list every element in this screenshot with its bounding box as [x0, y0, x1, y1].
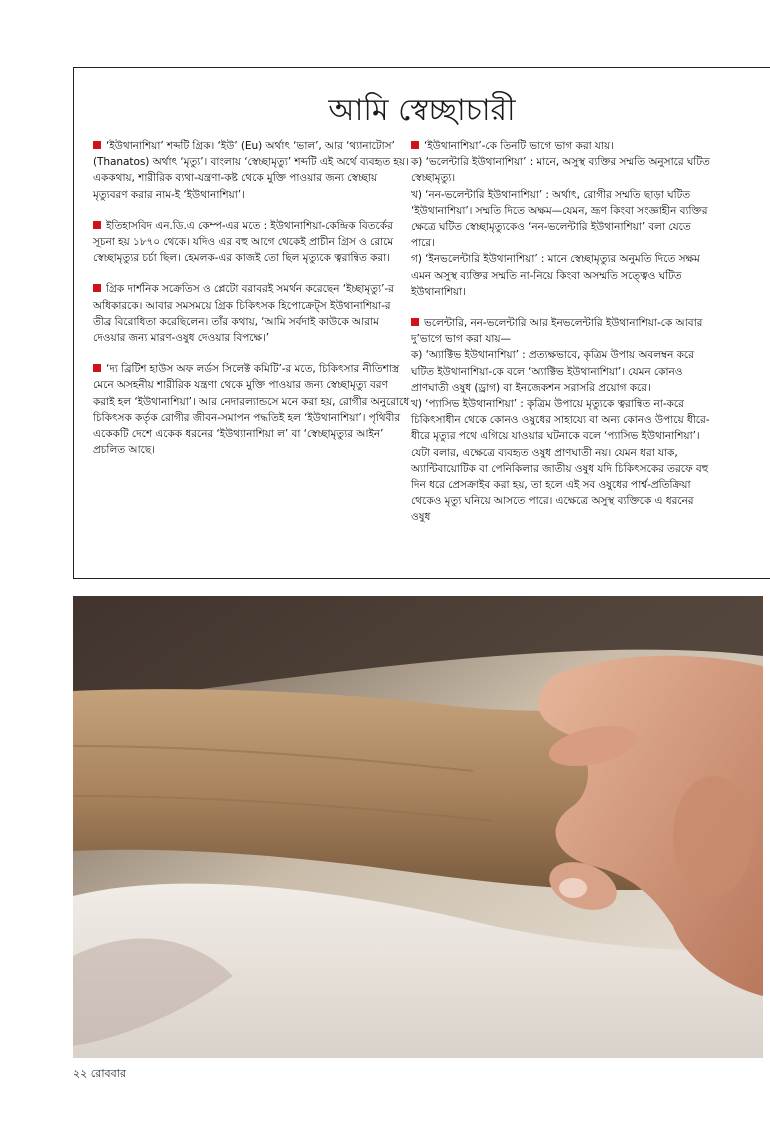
paragraph-history: ইতিহাসবিদ এন.ডি.এ কেম্প-এর মতে : ইউথানাশিয়া-কেন্দ্রিক বিতর্কের সূচনা হয় ১৮৭০ থেকে। যদিও এর বহু আগে থেকেই প্রাচীন গ্রিস ও রোমে স্বেচ্ছামৃত্যুর চর্চা ছিল। হেমলক-এর কাজই তো ছিল মৃত্যুকে ত্বরান্বিত করা।	[93, 219, 394, 265]
type-passive: খ) ‘প্যাসিভ ইউথানাশিয়া’ : কৃত্রিম উপায়ে মৃত্যুকে ত্বরান্বিত না-করে চিকিৎসাধীন থেকে কোনও ওষুধের সাহায্যে বা অন্য কোনও উপায়ে ধীরে-ধীরে মৃত্যুর পথে এগিয়ে যাওয়ার ঘটনাকে বলে ‘প্যাসিভ ইউথানাশিয়া’। যেটা বলার, এক্ষেত্রে ব্যবহৃত ওষুধ প্রাণঘাতী নয়। যেমন ধরা যাক, অ্যান্টিবায়োটিক বা পেনিকিলার জাতীয় ওষুধ যদি চিকিৎসকের তরফে বহু দিন ধরে প্রেসক্রাইব করা হয়, তা হলে এই সব ওষুধের পার্শ্ব-প্রতিক্রিয়া থেকেও মৃত্যু ঘনিয়ে আসতে পারে। এক্ষেত্রে অসুস্থ ব্যক্তিকে এ ধরনের ওষুধ	[411, 398, 710, 524]
right-column	[411, 138, 711, 541]
type-involuntary: গ) ‘ইনভলেন্টারি ইউথানাশিয়া’ : মানে স্বেচ্ছামৃত্যুর অনুমতি দিতে সক্ষম এমন অসুস্থ ব্যক্তির সম্মতি না-নিয়ে কিংবা অসম্মতি সত্ত্বেও ঘটিত ইউথানাশিয়া।	[411, 253, 700, 298]
article-title: আমি স্বেচ্ছাচারী	[328, 93, 516, 128]
type-non-voluntary: খ) ‘নন-ভলেন্টারি ইউথানাশিয়া’ : অর্থাৎ, রোগীর সম্মতি ছাড়া ঘটিত ‘ইউথানাশিয়া’। সম্মতি দিতে অক্ষম—যেমন, ভ্রূণ কিংবা সংজ্ঞাহীন ব্যক্তির ক্ষেত্রে ঘটিত স্বেচ্ছামৃত্যুকেও ‘নন-ভলেন্টারি ইউথানাশিয়া’ বলা যেতে পারে।	[411, 188, 708, 250]
paragraph-active-passive: ভলেন্টারি, নন-ভলেন্টারি আর ইনভলেন্টারি ইউথানাশিয়া-কে আবার দু’ভাগে ভাগ করা যায়— ক) ‘অ্যাক্টিভ ইউথানাশিয়া’ : প্রত্যক্ষভাবে, কৃত্রিম উপায় অবলম্বন করে ঘটিত ইউথানাশিয়া-কে বলে ‘অ্যাক্টিভ ইউথানাশিয়া’। যেমন কোনও প্রাণঘাতী ওষুধ (ড্রাগ) বা ইনজেকশন সরাসরি প্রয়োগ করে। খ) ‘প্যাসিভ ইউথানাশিয়া’ : কৃত্রিম উপায়ে মৃত্যুকে ত্বরান্বিত না-করে চিকিৎসাধীন থেকে কোনও ওষুধের সাহায্যে বা অন্য কোনও উপায়ে ধীরে-ধীরে মৃত্যুর পথে এগিয়ে যাওয়ার ঘটনাকে বলে ‘প্যাসিভ ইউথানাশিয়া’। যেটা বলার, এক্ষেত্রে ব্যবহৃত ওষুধ প্রাণঘাতী নয়। যেমন ধরা যাক, অ্যান্টিবায়োটিক বা পেনিকিলার জাতীয় ওষুধ যদি চিকিৎসকের তরফে বহু দিন ধরে প্রেসক্রাইব করা হয়, তা হলে এই সব ওষুধের পার্শ্ব-প্রতিক্রিয়া থেকেও মৃত্যু ঘনিয়ে আসতে পারে। এক্ষেত্রে অসুস্থ ব্যক্তিকে এ ধরনের ওষুধ	[411, 315, 711, 526]
bullet-icon	[93, 141, 101, 149]
bullet-icon	[93, 284, 101, 292]
article-box	[73, 67, 770, 579]
bullet-icon	[93, 364, 101, 372]
photo-hand-holding-paw	[73, 596, 763, 1058]
type-active: ক) ‘অ্যাক্টিভ ইউথানাশিয়া’ : প্রত্যক্ষভাবে, কৃত্রিম উপায় অবলম্বন করে ঘটিত ইউথানাশিয়া-কে বলে ‘অ্যাক্টিভ ইউথানাশিয়া’। যেমন কোনও প্রাণঘাতী ওষুধ (ড্রাগ) বা ইনজেকশন সরাসরি প্রয়োগ করে।	[411, 349, 694, 394]
page-footer: ২২ রোববার	[73, 1067, 126, 1080]
paragraph-three-types: ‘ইউথানাশিয়া’-কে তিনটি ভাগে ভাগ করা যায়। ক) ‘ভলেন্টারি ইউথানাশিয়া’ : মানে, অসুস্থ ব্যক্তির সম্মতি অনুসারে ঘটিত স্বেচ্ছামৃত্যু। খ) ‘নন-ভলেন্টারি ইউথানাশিয়া’ : অর্থাৎ, রোগীর সম্মতি ছাড়া ঘটিত ‘ইউথানাশিয়া’। সম্মতি দিতে অক্ষম—যেমন, ভ্রূণ কিংবা সংজ্ঞাহীন ব্যক্তির ক্ষেত্রে ঘটিত স্বেচ্ছামৃত্যুকেও ‘নন-ভলেন্টারি ইউথানাশিয়া’ বলা যেতে পারে। গ) ‘ইনভলেন্টারি ইউথানাশিয়া’ : মানে স্বেচ্ছামৃত্যুর অনুমতি দিতে সক্ষম এমন অসুস্থ ব্যক্তির সম্মতি না-নিয়ে কিংবা অসম্মতি সত্ত্বেও ঘটিত ইউথানাশিয়া।	[411, 138, 711, 300]
paragraph-etymology: ‘ইউথানাশিয়া’ শব্দটি গ্রিক। ‘ইউ’ (Eu) অর্থাৎ ‘ভাল’, আর ‘থ্যানাটোস’ (Thanatos) অর্থাৎ ‘মৃত্যু’। বাংলায় ‘স্বেচ্ছামৃত্যু’ শব্দটি এই অর্থে ব্যবহৃত হয়। এককথায়, শারীরিক ব্যথা-যন্ত্রণা-কষ্ট থেকে মুক্তি পাওয়ার জন্য স্বেচ্ছায় মৃত্যুবরণ করার নাম-ই ‘ইউথানাশিয়া’।	[93, 140, 409, 201]
bullet-icon	[411, 141, 419, 149]
bullet-icon	[93, 221, 101, 229]
type-voluntary: ক) ‘ভলেন্টারি ইউথানাশিয়া’ : মানে, অসুস্থ ব্যক্তির সম্মতি অনুসারে ঘটিত স্বেচ্ছামৃত্যু।	[411, 156, 710, 185]
paragraph-british-committee: ‘দ্য ব্রিটিশ হাউস অফ লর্ডস সিলেক্ট কমিটি’-র মতে, চিকিৎসার নীতিশাস্ত্র মেনে অসহনীয় শারীরিক যন্ত্রণা থেকে মুক্তি পাওয়ার জন্য স্বেচ্ছামৃত্যু বরণ করাই হল ‘ইউথানাশিয়া’। আর নেদারল্যান্ডসে মনে করা হয়, রোগীর অনুরোধে চিকিৎসক কর্তৃক রোগীর জীবন-সমাপন পদ্ধতিই হল ‘ইউথানাশিয়া’। পৃথিবীর একেকটি দেশে একেক ধরনের ‘ইউথ্যানাশিয়া ল’ বা ‘স্বেচ্ছামৃত্যুর আইন’ প্রচলিত আছে।	[93, 363, 410, 457]
bullet-icon	[411, 318, 419, 326]
photo-illustration	[73, 596, 763, 1058]
paragraph-greek-philosophers: গ্রিক দার্শনিক সক্রেতিস ও প্লেটো বরাবরই সমর্থন করেছেন ‘ইচ্ছামৃত্যু’-র অধিকারকে। আবার সমসময়ে গ্রিক চিকিৎসক হিপোক্রেট্স ইউথানাশিয়া-র তীব্র বিরোধিতা করেছিলেন। তাঁর কথায়, ‘আমি সর্বদাই কাউকে আরাম দেওয়ার জন্য মারণ-ওষুধ দেওয়ার বিপক্ষে।’	[93, 283, 394, 345]
left-column	[93, 138, 411, 473]
